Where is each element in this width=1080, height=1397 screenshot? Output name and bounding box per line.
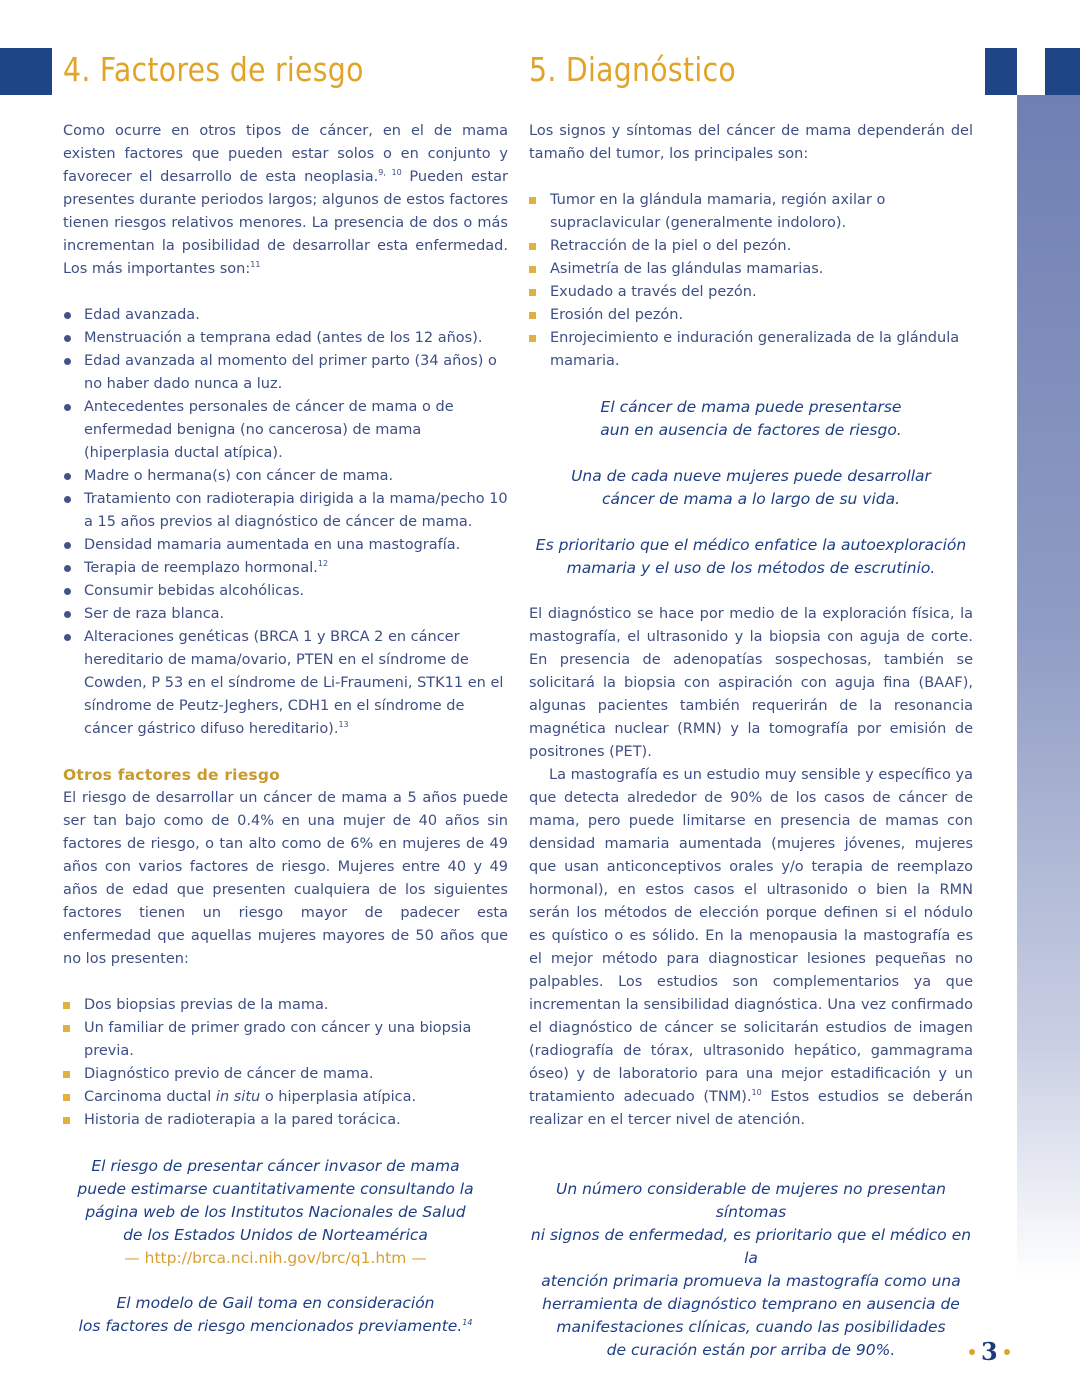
bullet-dot-icon bbox=[969, 1349, 975, 1355]
right-column bbox=[529, 120, 973, 1362]
list-item: Exudado a través del pezón. bbox=[529, 281, 973, 304]
bullet-dot-icon bbox=[1004, 1349, 1010, 1355]
other-risk-list bbox=[63, 994, 508, 1132]
heading-diagnosis: 5. Diagnóstico bbox=[529, 50, 736, 89]
other-risk-heading: Otros factores de riesgo bbox=[63, 766, 280, 784]
highlight-quotes: El cáncer de mama puede presentarse aun en ausencia de factores de riesgo. Una de cada nueve mujeres puede desarrollar cáncer de mama a lo largo de su vida. Es prioritario que el médico enfatice la autoexploración mamaria y el uso de los métodos de escrutinio. bbox=[535, 398, 967, 577]
left-column bbox=[63, 120, 508, 1338]
risk-intro: Como ocurre en otros tipos de cáncer, en el de mama existen factores que pueden estar solos o en conjunto y favorecer el desarrollo de esta neoplasia.$^{9, 10}$ Pueden estar presentes durante periodos largos; algunos de estos factores tienen riesgos relativos menores. La presencia de dos o más incrementan la posibilidad de desarrollar esta enfermedad. Los más importantes son:$^{11}$ bbox=[63, 123, 509, 277]
page-number: 3 bbox=[963, 1337, 1016, 1366]
list-item: Dos biopsias previas de la mama. bbox=[63, 994, 508, 1017]
list-item: Tratamiento con radioterapia dirigida a la mama/pecho 10 a 15 años previos al diagnóstico de cáncer de mama. bbox=[63, 488, 508, 534]
heading-risk-factors: 4. Factores de riesgo bbox=[63, 50, 364, 89]
list-item: Densidad mamaria aumentada en una mastografía. bbox=[63, 534, 508, 557]
gail-quote: El riesgo de presentar cáncer invasor de mama puede estimarse cuantitativamente consultando la página web de los Institutos Nacionales de Salud de los Estados Unidos de Norteamérica — http://brca.nci.nih.gov/brc/q1.htm — El modelo de Gail toma en consideración los factores de riesgo mencionados previamente.$^{14}$ bbox=[63, 1155, 508, 1338]
list-item: Diagnóstico previo de cáncer de mama. bbox=[63, 1063, 508, 1086]
diagnosis-paragraph-2: La mastografía es un estudio muy sensible y específico ya que detecta alrededor de 90% de los casos de cáncer de mama, pero puede limitarse en presencia de mamas con densidad mamaria aumentada (mujeres jóvenes, mujeres que usan anticonceptivos orales y/o terapia de reemplazo hormonal), en estos casos el ultrasonido o bien la RMN serán los métodos de elección porque definen si el nódulo es quístico o es sólido. En la menopausia la mastografía es el mejor método para diagnosticar lesiones pequeñas no palpables. Los estudios son complementarios ya que incrementan la sensibilidad diagnóstica. Una vez confirmado el diagnóstico de cáncer se solicitarán estudios de imagen (radiografía de tórax, ultrasonido hepático, gammagrama óseo) y de laboratorio para una mejor estadificación y un tratamiento adecuado (TNM).$^{10}$ Estos estudios se deberán realizar en el tercer nivel de atención. bbox=[529, 767, 973, 1128]
list-item: Terapia de reemplazo hormonal.$^{12}$ bbox=[63, 557, 508, 580]
brca-link[interactable]: — http://brca.nci.nih.gov/brc/q1.htm — bbox=[124, 1249, 427, 1267]
list-item: Consumir bebidas alcohólicas. bbox=[63, 580, 508, 603]
list-item: Historia de radioterapia a la pared torácica. bbox=[63, 1109, 508, 1132]
list-item: Un familiar de primer grado con cáncer y una biopsia previa. bbox=[63, 1017, 508, 1063]
list-item: Alteraciones genéticas (BRCA 1 y BRCA 2 en cáncer hereditario de mama/ovario, PTEN en el síndrome de Cowden, P 53 en el síndrome de Li-Fraumeni, STK11 en el síndrome de Peutz-Jeghers, CDH1 en el síndrome de cáncer gástrico difuso hereditario).$^{13}$ bbox=[63, 626, 508, 741]
list-item: Carcinoma ductal in situ o hiperplasia atípica. bbox=[63, 1086, 508, 1109]
symptom-list bbox=[529, 189, 973, 373]
corner-square-right-a bbox=[985, 48, 1017, 95]
risk-factor-list bbox=[63, 304, 508, 741]
list-item: Antecedentes personales de cáncer de mama o de enfermedad benigna (no cancerosa) de mama (hiperplasia ductal atípica). bbox=[63, 396, 508, 465]
list-item: Erosión del pezón. bbox=[529, 304, 973, 327]
side-gradient-bar bbox=[1017, 95, 1080, 1280]
other-risk-text: El riesgo de desarrollar un cáncer de mama a 5 años puede ser tan bajo como de 0.4% en una mujer de 40 años sin factores de riesgo, o tan alto como de 6% en mujeres de 49 años con varios factores de riesgo. Mujeres entre 40 y 49 años de edad que presenten cualquiera de los siguientes factores tienen un riesgo mayor de padecer esta enfermedad que aquellas mujeres mayores de 50 años que no los presenten: bbox=[63, 790, 508, 967]
list-item: Tumor en la glándula mamaria, región axilar o supraclavicular (generalmente indoloro). bbox=[529, 189, 973, 235]
corner-square-right-b bbox=[1045, 48, 1080, 95]
list-item: Madre o hermana(s) con cáncer de mama. bbox=[63, 465, 508, 488]
diagnosis-paragraph-1: El diagnóstico se hace por medio de la exploración física, la mastografía, el ultrasonido y la biopsia con aguja de corte. En presencia de adenopatías sospechosas, también se solicitará la biopsia con aspiración con aguja fina (BAAF), algunas pacientes también requerirán de la resonancia magnética nuclear (RMN) y la tomografía por emisión de positrones (PET). bbox=[529, 606, 973, 760]
list-item: Edad avanzada. bbox=[63, 304, 508, 327]
list-item: Menstruación a temprana edad (antes de los 12 años). bbox=[63, 327, 508, 350]
list-item: Asimetría de las glándulas mamarias. bbox=[529, 258, 973, 281]
list-item: Edad avanzada al momento del primer parto (34 años) o no haber dado nunca a luz. bbox=[63, 350, 508, 396]
diagnosis-intro: Los signos y síntomas del cáncer de mama dependerán del tamaño del tumor, los principales son: bbox=[529, 123, 973, 162]
list-item: Retracción de la piel o del pezón. bbox=[529, 235, 973, 258]
screening-quote: Un número considerable de mujeres no presentan síntomas ni signos de enfermedad, es prioritario que el médico en la atención primaria promueva la mastografía como una herramienta de diagnóstico temprano en ausencia de manifestaciones clínicas, cuando las posibilidades de curación están por arriba de 90%. bbox=[530, 1180, 972, 1359]
list-item: Ser de raza blanca. bbox=[63, 603, 508, 626]
corner-square-left bbox=[0, 48, 52, 95]
list-item: Enrojecimiento e induración generalizada de la glándula mamaria. bbox=[529, 327, 973, 373]
